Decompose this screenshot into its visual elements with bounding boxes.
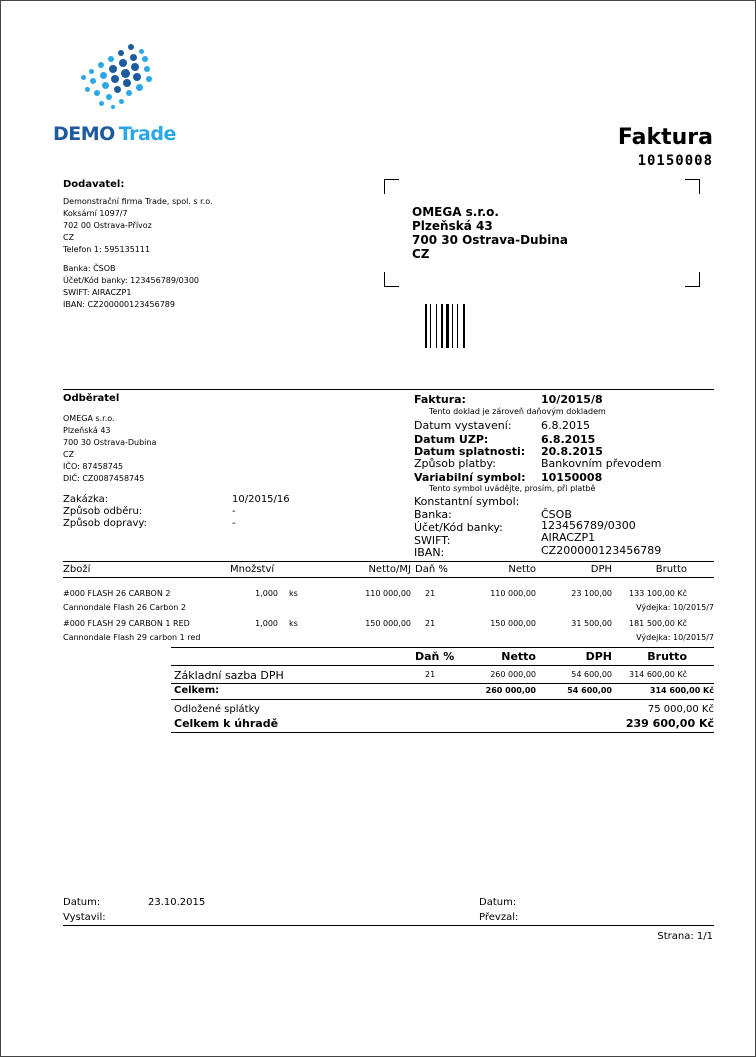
summary-total-border bbox=[171, 699, 714, 700]
logo-dot bbox=[106, 94, 112, 100]
total-vat: 54 600,00 bbox=[567, 686, 612, 695]
col-unit-price: Netto/MJ bbox=[368, 564, 411, 575]
summary-col-gross: Brutto bbox=[647, 650, 687, 663]
summary-col-net: Netto bbox=[501, 650, 536, 663]
supplier-line: Telefon 1: 595135111 bbox=[63, 245, 151, 254]
item-unit: ks bbox=[289, 619, 298, 628]
item-unit-price: 110 000,00 bbox=[365, 589, 411, 598]
supplier-bank-line: SWIFT: AIRACZP1 bbox=[63, 288, 132, 297]
logo-dot bbox=[130, 54, 137, 61]
item-code: #000 FLASH 29 CARBON 1 RED bbox=[63, 619, 190, 628]
logo-dot bbox=[139, 49, 144, 54]
logo-dot bbox=[136, 84, 143, 91]
items-table-header bbox=[1, 564, 756, 576]
summary-top-border bbox=[171, 647, 714, 648]
order-value: 10/2015/16 bbox=[232, 494, 290, 505]
footer-border bbox=[63, 925, 714, 926]
col-tax: Daň % bbox=[415, 564, 448, 575]
summary-col-vat: DPH bbox=[585, 650, 612, 663]
logo-dot bbox=[90, 78, 96, 84]
tax-document-note: Tento doklad je zároveň daňovým dokladem bbox=[429, 407, 606, 416]
to-pay-label: Celkem k úhradě bbox=[174, 717, 279, 730]
logo-dot bbox=[102, 82, 109, 89]
document-number: 10150008 bbox=[637, 153, 713, 169]
customer-line: Plzeňská 43 bbox=[63, 426, 111, 435]
account-label: Účet/Kód banky: bbox=[414, 521, 503, 534]
logo-word-trade: Trade bbox=[118, 123, 176, 145]
customer-line: DIČ: CZ0087458745 bbox=[63, 474, 145, 483]
payment-method-value: Bankovním převodem bbox=[541, 457, 662, 470]
logo-dot bbox=[118, 50, 124, 56]
recipient-line: OMEGA s.r.o. bbox=[412, 205, 499, 219]
logo-dot bbox=[111, 75, 119, 83]
summary-total-row bbox=[1, 685, 756, 697]
footer-issued-label: Vystavil: bbox=[63, 912, 106, 923]
summary-header-border bbox=[171, 665, 714, 666]
invoice-value: 10/2015/8 bbox=[541, 393, 603, 406]
barcode-bar bbox=[452, 304, 453, 348]
transport-value: - bbox=[232, 518, 236, 529]
supplier-line: Demonstrační firma Trade, spol. s r.o. bbox=[63, 197, 213, 206]
corner-mark bbox=[685, 272, 700, 287]
divider bbox=[63, 389, 714, 390]
logo-dot bbox=[144, 66, 150, 72]
item-vat: 31 500,00 bbox=[571, 619, 612, 628]
footer-date-value: 23.10.2015 bbox=[148, 897, 206, 908]
table-top-border bbox=[63, 561, 714, 562]
supplier-line: 702 00 Ostrava-Přívoz bbox=[63, 221, 152, 230]
barcode-bar bbox=[457, 304, 458, 348]
address-window bbox=[384, 179, 700, 287]
vat-rate-net: 260 000,00 bbox=[490, 670, 536, 679]
footer-date2-label: Datum: bbox=[479, 897, 517, 908]
recipient-line: 700 30 Ostrava-Dubina bbox=[412, 233, 568, 247]
vat-rate-label: Základní sazba DPH bbox=[174, 669, 284, 682]
col-qty: Množství bbox=[230, 564, 275, 575]
barcode-bar bbox=[430, 304, 431, 348]
summary-row bbox=[1, 669, 756, 681]
logo-dot bbox=[99, 101, 104, 106]
recipient-line: CZ bbox=[412, 247, 430, 261]
transport-label: Způsob dopravy: bbox=[63, 518, 147, 529]
customer-line: IČO: 87458745 bbox=[63, 462, 124, 471]
logo-dot bbox=[133, 73, 141, 81]
logo-dot bbox=[146, 76, 152, 82]
summary-row-border bbox=[171, 683, 714, 684]
vat-rate-gross: 314 600,00 Kč bbox=[629, 670, 687, 679]
logo-dot bbox=[119, 99, 124, 104]
logo-dot bbox=[94, 90, 100, 96]
col-net: Netto bbox=[508, 564, 536, 575]
table-header-border bbox=[63, 577, 714, 578]
col-vat: DPH bbox=[590, 564, 612, 575]
barcode bbox=[425, 304, 461, 348]
issue-date-value: 6.8.2015 bbox=[541, 419, 590, 432]
logo-dot bbox=[85, 87, 90, 92]
swift-value: AIRACZP1 bbox=[541, 531, 596, 544]
barcode-bar bbox=[446, 304, 449, 348]
item-net: 150 000,00 bbox=[490, 619, 536, 628]
logo-mark-icon bbox=[77, 45, 157, 109]
supplier-line: Koksární 1097/7 bbox=[63, 209, 128, 218]
customer-line: 700 30 Ostrava-Dubina bbox=[63, 438, 157, 447]
supplier-bank-line: IBAN: CZ200000123456789 bbox=[63, 300, 175, 309]
constant-symbol-label: Konstantní symbol: bbox=[414, 495, 520, 508]
uzp-label: Datum UZP: bbox=[414, 433, 489, 446]
total-label: Celkem: bbox=[174, 685, 220, 696]
item-net: 110 000,00 bbox=[490, 589, 536, 598]
bank-label: Banka: bbox=[414, 508, 452, 521]
item-dispatch: Výdejka: 10/2015/7 bbox=[636, 633, 714, 642]
logo-dot bbox=[109, 65, 117, 73]
invoice-label: Faktura: bbox=[414, 393, 466, 406]
document-title: Faktura bbox=[617, 125, 713, 150]
logo-dot bbox=[119, 59, 127, 67]
to-pay-border bbox=[171, 732, 714, 733]
corner-mark bbox=[685, 179, 700, 194]
logo-dot bbox=[121, 69, 130, 78]
logo-dot bbox=[128, 44, 134, 50]
vat-rate-tax: 21 bbox=[425, 670, 436, 679]
barcode-bar bbox=[425, 304, 427, 348]
col-gross: Brutto bbox=[655, 564, 687, 575]
item-unit-price: 150 000,00 bbox=[365, 619, 411, 628]
vat-rate-vat: 54 600,00 bbox=[571, 670, 612, 679]
logo-dot bbox=[108, 56, 114, 62]
total-net: 260 000,00 bbox=[485, 686, 536, 695]
logo-word-demo: DEMO bbox=[53, 123, 115, 145]
pickup-label: Způsob odběru: bbox=[63, 506, 143, 517]
payment-method-label: Způsob platby: bbox=[414, 457, 496, 470]
barcode-bar bbox=[441, 304, 443, 348]
supplier-bank bbox=[63, 263, 199, 311]
bank-value: ČSOB bbox=[541, 508, 572, 521]
col-goods: Zboží bbox=[63, 564, 91, 575]
logo-dot bbox=[131, 63, 139, 71]
logo-dot bbox=[126, 90, 132, 96]
supplier-bank-line: Banka: ČSOB bbox=[63, 264, 116, 273]
footer-received-label: Převzal: bbox=[479, 912, 519, 923]
item-name: Cannondale Flash 26 Carbon 2 bbox=[63, 603, 186, 612]
customer-line: OMEGA s.r.o. bbox=[63, 414, 115, 423]
deferred-label: Odložené splátky bbox=[174, 704, 260, 715]
to-pay-value: 239 600,00 Kč bbox=[625, 717, 714, 730]
corner-mark bbox=[384, 179, 399, 194]
item-vat: 23 100,00 bbox=[571, 589, 612, 598]
logo-dot bbox=[89, 69, 94, 74]
page-number: Strana: 1/1 bbox=[657, 931, 713, 942]
order-label: Zakázka: bbox=[63, 494, 109, 505]
total-gross: 314 600,00 Kč bbox=[649, 686, 714, 695]
variable-symbol-value: 10150008 bbox=[541, 471, 603, 484]
iban-value: CZ200000123456789 bbox=[541, 544, 662, 557]
logo-dot bbox=[81, 75, 86, 80]
supplier-line: CZ bbox=[63, 233, 75, 242]
logo-dot bbox=[123, 79, 131, 87]
table-row bbox=[1, 589, 756, 601]
item-gross: 181 500,00 Kč bbox=[629, 619, 687, 628]
deferred-row bbox=[1, 704, 756, 716]
due-date-value: 20.8.2015 bbox=[541, 445, 603, 458]
logo-dot bbox=[114, 86, 121, 93]
footer-date-label: Datum: bbox=[63, 897, 101, 908]
account-value: 123456789/0300 bbox=[541, 519, 636, 532]
item-tax: 21 bbox=[425, 589, 436, 598]
customer-line: CZ bbox=[63, 450, 75, 459]
to-pay-row bbox=[1, 717, 756, 729]
item-unit: ks bbox=[289, 589, 298, 598]
table-row-detail bbox=[1, 633, 756, 645]
logo-dot bbox=[142, 56, 148, 62]
table-row-detail bbox=[1, 603, 756, 615]
company-logo bbox=[51, 45, 181, 145]
logo-dot bbox=[111, 105, 115, 109]
swift-label: SWIFT: bbox=[414, 534, 451, 547]
recipient-line: Plzeňská 43 bbox=[412, 219, 493, 233]
item-qty: 1,000 bbox=[255, 589, 278, 598]
customer-heading: Odběratel bbox=[63, 393, 120, 404]
summary-header bbox=[1, 650, 756, 662]
issue-date-label: Datum vystavení: bbox=[414, 419, 512, 432]
variable-symbol-label: Variabilní symbol: bbox=[414, 471, 526, 484]
customer-address bbox=[63, 413, 156, 485]
supplier-address bbox=[63, 196, 213, 256]
supplier-heading: Dodavatel: bbox=[63, 179, 125, 190]
due-date-label: Datum splatnosti: bbox=[414, 445, 526, 458]
item-tax: 21 bbox=[425, 619, 436, 628]
supplier-bank-line: Účet/Kód banky: 123456789/0300 bbox=[63, 276, 200, 285]
logo-dot bbox=[98, 62, 104, 68]
barcode-bar bbox=[436, 304, 437, 348]
table-row bbox=[1, 619, 756, 631]
variable-symbol-note: Tento symbol uvádějte, prosím, při platbě bbox=[429, 484, 596, 493]
corner-mark bbox=[384, 272, 399, 287]
iban-label: IBAN: bbox=[414, 546, 445, 559]
item-name: Cannondale Flash 29 carbon 1 red bbox=[63, 633, 201, 642]
logo-dot bbox=[100, 72, 107, 79]
item-dispatch: Výdejka: 10/2015/7 bbox=[636, 603, 714, 612]
pickup-value: - bbox=[232, 506, 236, 517]
item-gross: 133 100,00 Kč bbox=[629, 589, 687, 598]
summary-col-tax: Daň % bbox=[415, 650, 455, 663]
barcode-bar bbox=[463, 304, 465, 348]
item-qty: 1,000 bbox=[255, 619, 278, 628]
uzp-value: 6.8.2015 bbox=[541, 433, 596, 446]
item-code: #000 FLASH 26 CARBON 2 bbox=[63, 589, 171, 598]
deferred-value: 75 000,00 Kč bbox=[647, 704, 714, 715]
